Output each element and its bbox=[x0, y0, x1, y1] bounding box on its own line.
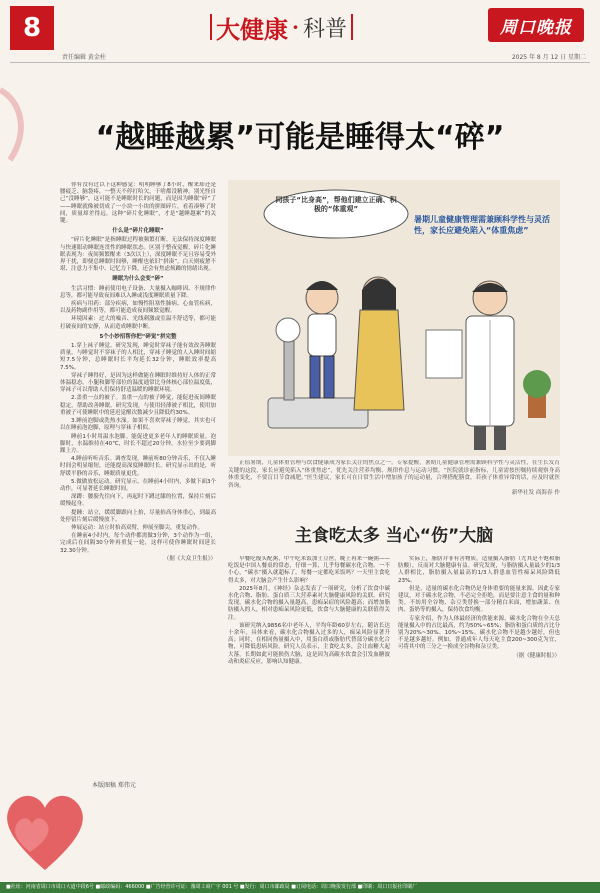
paragraph: 该研究纳入9856名中老年人，平均年龄60岁左右，随访长达十余年。具体来看，碳水化合物摄入过多的人，痴呆风险显著升高；同时，在相同热量摄入中，用蛋白质或脂肪代替部分碳水化合物，可降低患病风险。研究人员表示，主食吃太多，会让血糖大起大落，长期如此可能损伤大脑，这是因为高碳水饮食会引发血糖波动和炎症反应，影响认知健康。 bbox=[228, 622, 390, 665]
page-credit: 本版图稿 郑伟元 bbox=[92, 782, 136, 789]
section-name: 大健康 bbox=[216, 14, 288, 44]
section-bar-left bbox=[210, 14, 212, 40]
paragraph: 你有没有过以下这种感觉：明明睡够了8小时，醒来却还是腰疲乏、脑袋疼，一整天不停打哈欠，干啥都没精神。别光怪自己“没睡够”，这可能不是睡眠时长的问题，而是因为睡眠“碎”了——睡眠就像被切成了一小块一小块的拼图碎片，看着凑够了时间，质量却差得远。这种“碎片化睡眠”，才是“越睡越累”的关键。 bbox=[60, 182, 216, 225]
article-source: （据《大众卫生报》） bbox=[163, 555, 216, 562]
subhead: 5个小妙招帮你把“碎觉”拼完整 bbox=[99, 333, 177, 340]
side-article-headline: 主食吃太多 当心“伤”大脑 bbox=[294, 526, 494, 546]
heart-decoration-icon bbox=[0, 760, 90, 880]
paragraph: 但是，适量的碳水化合物仍是身体重要的能量来源。因此专家建议，对于碳水化合物，不必完全拒绝，而是要注意主食的量和种类。不妨用全谷物、杂豆类替换一部分精白米面，增加蔬菜、鱼肉、蛋奶等的摄入，保持饮食均衡。 bbox=[398, 585, 560, 614]
paragraph: “碎片化睡眠”是指睡眠过程被频繁打断，无法保持深度睡眠与快速眼动睡眠连贯性的睡眠状态。区别于整夜觉醒，碎片化睡眠表现为：夜间频繁醒来（3次以上），深度睡眠不足且容易受外界干扰，即便总睡眠时间够，睡醒也依旧“拼凑”。白天则疲惫不堪、注意力不集中、记忆力下降，还会有焦虑烦躁的情绪出现。 bbox=[60, 237, 216, 273]
caption-credit: 新华社发 商海春 作 bbox=[511, 490, 560, 497]
subhead: 睡眠为什么会变“碎” bbox=[112, 276, 164, 283]
page-footer: ■社址：河南省周口市周口大道中段6号 ■邮政编码：466000 ■广告经营许可证：豫周工商广字 001 号 ■发行：周口市邮政局 ■订阅电话：周口晚报发行部 ■印刷：周口日报社印刷厂 bbox=[0, 882, 600, 893]
paragraph: 环境因素：过大的噪音、光线刺激或室温不舒适等，都可能打破夜间的安静，从而造成睡眠中断。 bbox=[60, 316, 216, 330]
paragraph: 提踵：站立，缓缓脚跟向上抬，尽量抬高身体重心，到最高处停留片刻后缓慢放下。 bbox=[60, 509, 216, 523]
illustration-bubble-text: 同孩子“比身高”，帮他们建立正确、积极的“体重观” bbox=[275, 196, 397, 213]
section-bar-right bbox=[351, 14, 353, 40]
paragraph: 5.做做放松运动。研究显示，在睡前4小时内，多做下面3个动作，可显著延长睡眠时间。 bbox=[60, 478, 216, 492]
section-title bbox=[210, 10, 353, 44]
paragraph: 2025年8月，《神经》杂志发表了一项研究，分析了饮食中碳水化合物、脂肪、蛋白质三大营养素对大脑健康风险的关联。研究发现，碳水化合物的摄入量越高，患痴呆症的风险越高；而增加脂肪摄入的人，相对患痴呆风险更低，饮食与大脑健康的关联值得关注。 bbox=[228, 585, 390, 621]
paragraph: 2.盖重一点的被子。盖重一点的被子睡觉，能促进夜间睡眠稳定，帮助改善睡眠。研究发现，与使用轻薄被子相比，使用加重被子可使睡眠中的延迟觉醒次数减少且降低约30%。 bbox=[60, 395, 216, 416]
paragraph: 早餐吃馒头配粥，中午吃米饭加土豆丝，晚上再来一碗粥——吃饭是中国人餐桌的常态，仔细一算，几乎每餐碳水化合物。一不小心，“碳水”摄入就超标了。每餐一定都吃米饭吗？一天里主食吃得太多，对大脑会产生什么影响？ bbox=[228, 556, 390, 584]
paragraph: 4.睡前听听音乐。调查发现，睡前听80分钟音乐，不仅入睡时间会明显缩短，还能提高深度睡眠时长。研究显示出的是，听舒缓平静的音乐，睡眠质量更优。 bbox=[60, 456, 216, 477]
main-headline: “越睡越累”可能是睡得太“碎” bbox=[95, 120, 505, 155]
side-article-body-right bbox=[398, 556, 560, 782]
section-subname: 科普 bbox=[302, 16, 347, 42]
paragraph: 深蹲：腰膀先往向下，再起时下蹲过膝的位置，保持片刻后缓慢起身。 bbox=[60, 494, 216, 508]
side-article-source: （据《健康时报》） bbox=[513, 652, 560, 659]
issue-date: 2025 年 8 月 12 日 星期二 bbox=[511, 54, 586, 61]
paragraph: 专家介绍，作为人体最经济的供能来源，碳水化合物在全天总能量摄入中的占比最高，约为50%~65%；脂肪和蛋白质的占比分别为20%~30%、10%~15%。碳水化合物不是越少越好，但也不是越多越好。例如，普通成年人每天吃主食200~300克为宜，可将其中的三分之一换成全谷物和杂豆类。 bbox=[398, 615, 560, 651]
paragraph: 伸展运动：站立时抬高双臂，伸展至脚尖，重复动作。 bbox=[71, 524, 204, 531]
main-article-body bbox=[60, 182, 216, 688]
paragraph: 穿袜子睡得好，是因为这样做能在睡眠时维持好人体的正常体温稳态。小腿和脚等部位的温度通常比身体核心部位温度低，穿袜子可以帮助人们保持舒适温暖的睡眠环境。 bbox=[60, 372, 216, 394]
editor-credit: 责任编辑 黄金柱 bbox=[62, 54, 106, 61]
cartoon-illustration bbox=[228, 180, 560, 456]
header-divider bbox=[10, 62, 590, 63]
subhead: 什么是“碎片化睡眠” bbox=[112, 228, 164, 235]
paragraph: 睡前1小时用温水泡脚。能促进更多老年人的睡眠质量。泡脚时，水温维持在40℃，时长不超过20分钟，水位至少要到脚踝上方。 bbox=[60, 433, 216, 454]
paragraph: 3.睡前泡脚或洗热水澡。如果不喜欢穿袜子睡觉，其实也可以在睡前泡泡脚，原理与穿袜子相似。 bbox=[60, 418, 216, 432]
page-header bbox=[0, 0, 600, 64]
paragraph: 生活习惯：睡前使用电子设备、大量摄入咖啡因、不规律作息等，都可能导致夜间难以入睡或浅度睡眠质量下降。 bbox=[60, 285, 216, 299]
paragraph: 1.穿上袜子睡觉。研究发现，睡觉时穿袜子能有效改善睡眠质量。与睡觉时不穿袜子的人相比，穿袜子睡觉的人入睡时间缩短7.5分钟，总睡眠时长平均延长32分钟，睡眠效率提高7.5%。 bbox=[60, 343, 216, 371]
paragraph: 在睡前4小时内，每个动作都需做3分钟，3个动作为一组，完成后在间隔30分钟再重复一轮，这样可使你睡眠时间延长32.30分钟。 bbox=[60, 533, 216, 554]
section-dot: · bbox=[292, 15, 299, 39]
paragraph: 实际上，脂肪并非有害物质，适量摄入脂肪（尤其是不饱和脂肪酸），反而对大脑健康有益。研究发现，与脂肪摄入量最少的1/3人群相比，脂肪摄入量最高的1/3人群患血管性痴呆风险降低23%。 bbox=[398, 556, 560, 584]
illustration-banner-text: 暑期儿童健康管理需兼顾科学性与灵活性，家长应避免陷入“体重焦虑” bbox=[414, 215, 550, 235]
illustration-caption bbox=[228, 460, 560, 512]
newspaper-logo: 周口晚报 bbox=[488, 8, 584, 42]
paragraph: 疾病与用药：部分疾病，如慢性阻塞性肺病、心血管疾病，以及药物副作用等，都可能造成夜间频繁觉醒。 bbox=[60, 301, 216, 315]
page-number: 8 bbox=[10, 6, 54, 50]
caption-paragraph: 正值暑期，儿童体重管理与饮食健康成为家长关注的焦点之一。专家提醒，暑期儿童健康管理需兼顾科学性与灵活性，在生长发育关键的这段，家长应避免陷入“体重焦虑”，优先关注营养均衡、规律作息与运动习惯。“医院就诊前指标，儿童需按医嘱持续观察身高体重变化，不要盲目节食减肥。”医生建议，家长可在日常生活中增加孩子的运动量，合理搭配膳食，若孩子体重异常的话，应及时就医咨询。 bbox=[228, 460, 560, 489]
side-article-body-left bbox=[228, 556, 390, 756]
